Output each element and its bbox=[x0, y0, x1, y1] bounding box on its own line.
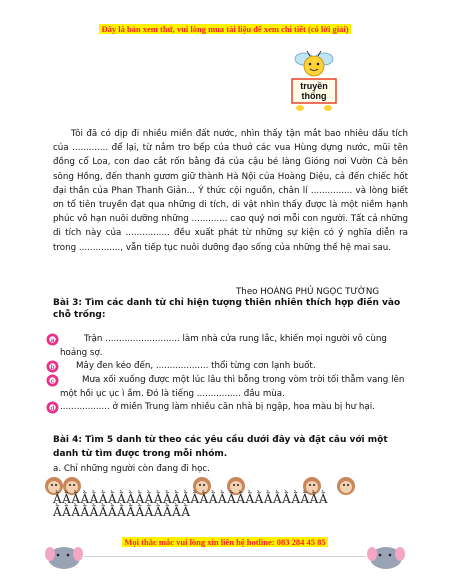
flower-bullet-icon bbox=[46, 360, 59, 373]
top-banner-text: Đây là bản xem thử, vui lòng mua tài liệu để xem chi tiết (có lời giải) bbox=[101, 24, 349, 34]
bottom-banner-text: Mọi thắc mắc vui lòng xin liên hệ hotline: 083 284 45 85 bbox=[124, 537, 326, 547]
svg-text:thống: thống bbox=[301, 91, 327, 101]
logo-text: truyền bbox=[300, 81, 328, 91]
exercise-3-title: Bài 3: Tìm các danh từ chỉ hiện tượng thiên nhiên thích hợp điền vào chỗ trống: bbox=[53, 298, 401, 320]
answer-lines bbox=[53, 493, 353, 519]
exercise-3-item-b: Mây đen kéo đến, ................... thổi từng cơn lạnh buốt. bbox=[76, 361, 316, 371]
svg-text:c: c bbox=[50, 378, 55, 385]
bottom-banner bbox=[0, 537, 450, 547]
svg-text:a: a bbox=[50, 337, 55, 344]
flower-bullet-icon bbox=[46, 401, 59, 414]
svg-text:d: d bbox=[50, 405, 55, 412]
flower-bullet-icon bbox=[46, 333, 59, 346]
exercise-4-part-a: a. Chỉ những người còn đang đi học. bbox=[53, 464, 210, 474]
exercise-3-item-a: Trận ........................... làm nhà cửa rung lắc, khiến mọi người vô cùng hoảng sợ. bbox=[60, 334, 387, 358]
reading-passage bbox=[53, 127, 408, 255]
flower-bullet-icon bbox=[46, 374, 59, 387]
divider bbox=[84, 556, 366, 557]
passage-source: Theo HOÀNG PHỦ NGỌC TƯỜNG bbox=[236, 287, 380, 297]
exercise-3-item-d: .................. ở miền Trung làm nhiều căn nhà bị ngập, hoa màu bị hư hại. bbox=[60, 402, 375, 412]
exercise-4-title: Bài 4: Tìm 5 danh từ theo các yêu cầu dưới đây và đặt câu với một danh từ tìm được trong mỗi nhóm. bbox=[53, 435, 388, 459]
answer-line: ẰẰẰẰẰẰẰẰẰẰẰẰẰẰẰ bbox=[53, 505, 191, 519]
answer-line: ẰẰẰẰẰẰẰẰẰẰẰẰẰẰẰẰẰẰẰẰẰẰẰẰẰẰẰẰẰẰ bbox=[53, 492, 328, 506]
svg-text:b: b bbox=[50, 364, 55, 371]
top-banner bbox=[0, 24, 450, 34]
passage-text: Tôi đã có dịp đi nhiều miền đất nước, nhìn thấy tận mắt bao nhiêu dấu tích của ............. để lại, từ nắm tro bếp của thuở các vua Hùng dựng nước, mũi tên đồng cổ Loa, con dao cắt rốn bằng đá của cậu bé làng Gióng nơi Vườn Cà bên sông Hồng, đến thanh gươm giữ thành Hà Nội của Hoàng Diệu, cả đến chiếc hốt đại thần của Phan Thanh Giản... Ý thức cội nguồn, chân lí ............... và lòng biết ơn tổ tiên truyền đạt qua những di tích, di vật nhìn thấy được là một niềm hạnh phúc vô hạn nuôi dưỡng những ............. cao quý nơi mỗi con người. Tất cả những di tích này của ................ đều xuất phát từ những sự kiện có ý nghĩa diễn ra trong ..............., vẫn tiếp tục nuôi dưỡng đạo sống của những thế hệ mai sau. bbox=[53, 129, 408, 253]
exercise-3-item-c: Mưa xối xuống được một lúc lâu thì bỗng trong vòm trời tối thẫm vang lên một hồi ục ục ì ầm. Đó là tiếng ................ đầu mùa. bbox=[60, 375, 405, 399]
bee-logo bbox=[286, 50, 342, 114]
